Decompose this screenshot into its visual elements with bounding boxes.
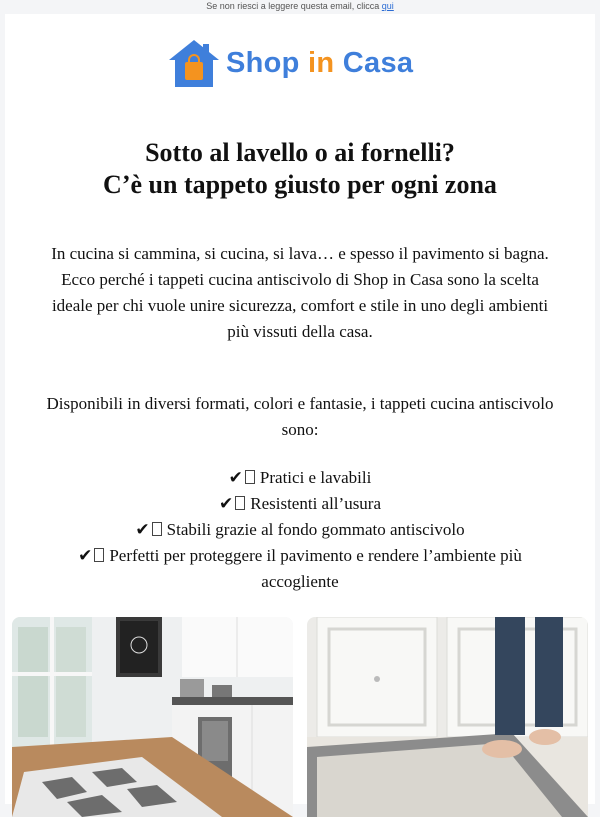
runner-rug-feet-photo[interactable]	[307, 617, 588, 817]
logo-word-casa: Casa	[334, 46, 414, 79]
benefit-item	[45, 517, 555, 543]
benefit-item	[45, 543, 555, 595]
kitchen-rug-photo[interactable]	[12, 617, 293, 817]
benefit-item	[45, 491, 555, 517]
logo-word-shop: Shop	[226, 46, 309, 79]
checkmark-icon: ✔	[218, 494, 234, 513]
benefit-text: Pratici e lavabili	[259, 468, 372, 487]
preheader-text: Se non riesci a leggere questa email, clicca	[206, 1, 380, 11]
benefit-text: Stabili grazie al fondo gommato antiscivolo	[166, 520, 465, 539]
intro-text-1: In cucina si cammina, si cucina, si lava… e spesso il pavimento si bagna.	[51, 244, 549, 263]
headline	[5, 137, 595, 201]
checkmark-icon: ✔	[78, 546, 93, 565]
preheader	[0, 0, 600, 14]
checkmark-icon: ✔	[228, 468, 243, 487]
formats-paragraph: Disponibili in diversi formati, colori e fantasie, i tappeti cucina antiscivolo sono:	[46, 394, 554, 439]
missing-glyph-icon	[235, 496, 245, 510]
checkmark-icon: ✔	[135, 520, 150, 539]
missing-glyph-icon	[245, 470, 255, 484]
logo-wordmark	[226, 47, 413, 80]
benefit-text: Resistenti all’usura	[250, 494, 382, 513]
logo-word-in: in	[308, 46, 335, 79]
missing-glyph-icon	[152, 522, 162, 536]
benefit-item	[45, 465, 555, 491]
benefits-list	[45, 465, 555, 595]
house-bag-icon	[168, 38, 220, 88]
headline-line-2: C’è un tappeto giusto per ogni zona	[103, 170, 497, 199]
view-online-link[interactable]: qui	[381, 1, 394, 11]
benefit-text: Perfetti per proteggere il pavimento e rendere l’ambiente più accogliente	[109, 546, 522, 591]
missing-glyph-icon	[94, 548, 104, 562]
intro-text-2: Ecco perché i tappeti cucina antiscivolo di Shop in Casa sono la scelta ideale per chi vuole unire sicurezza, comfort e stile in uno degli ambienti più vissuti della casa.	[51, 270, 549, 341]
shop-in-casa-logo[interactable]	[168, 38, 413, 88]
headline-line-1: Sotto al lavello o ai fornelli?	[145, 138, 455, 167]
intro-paragraph	[45, 241, 555, 345]
email-body	[5, 14, 595, 804]
